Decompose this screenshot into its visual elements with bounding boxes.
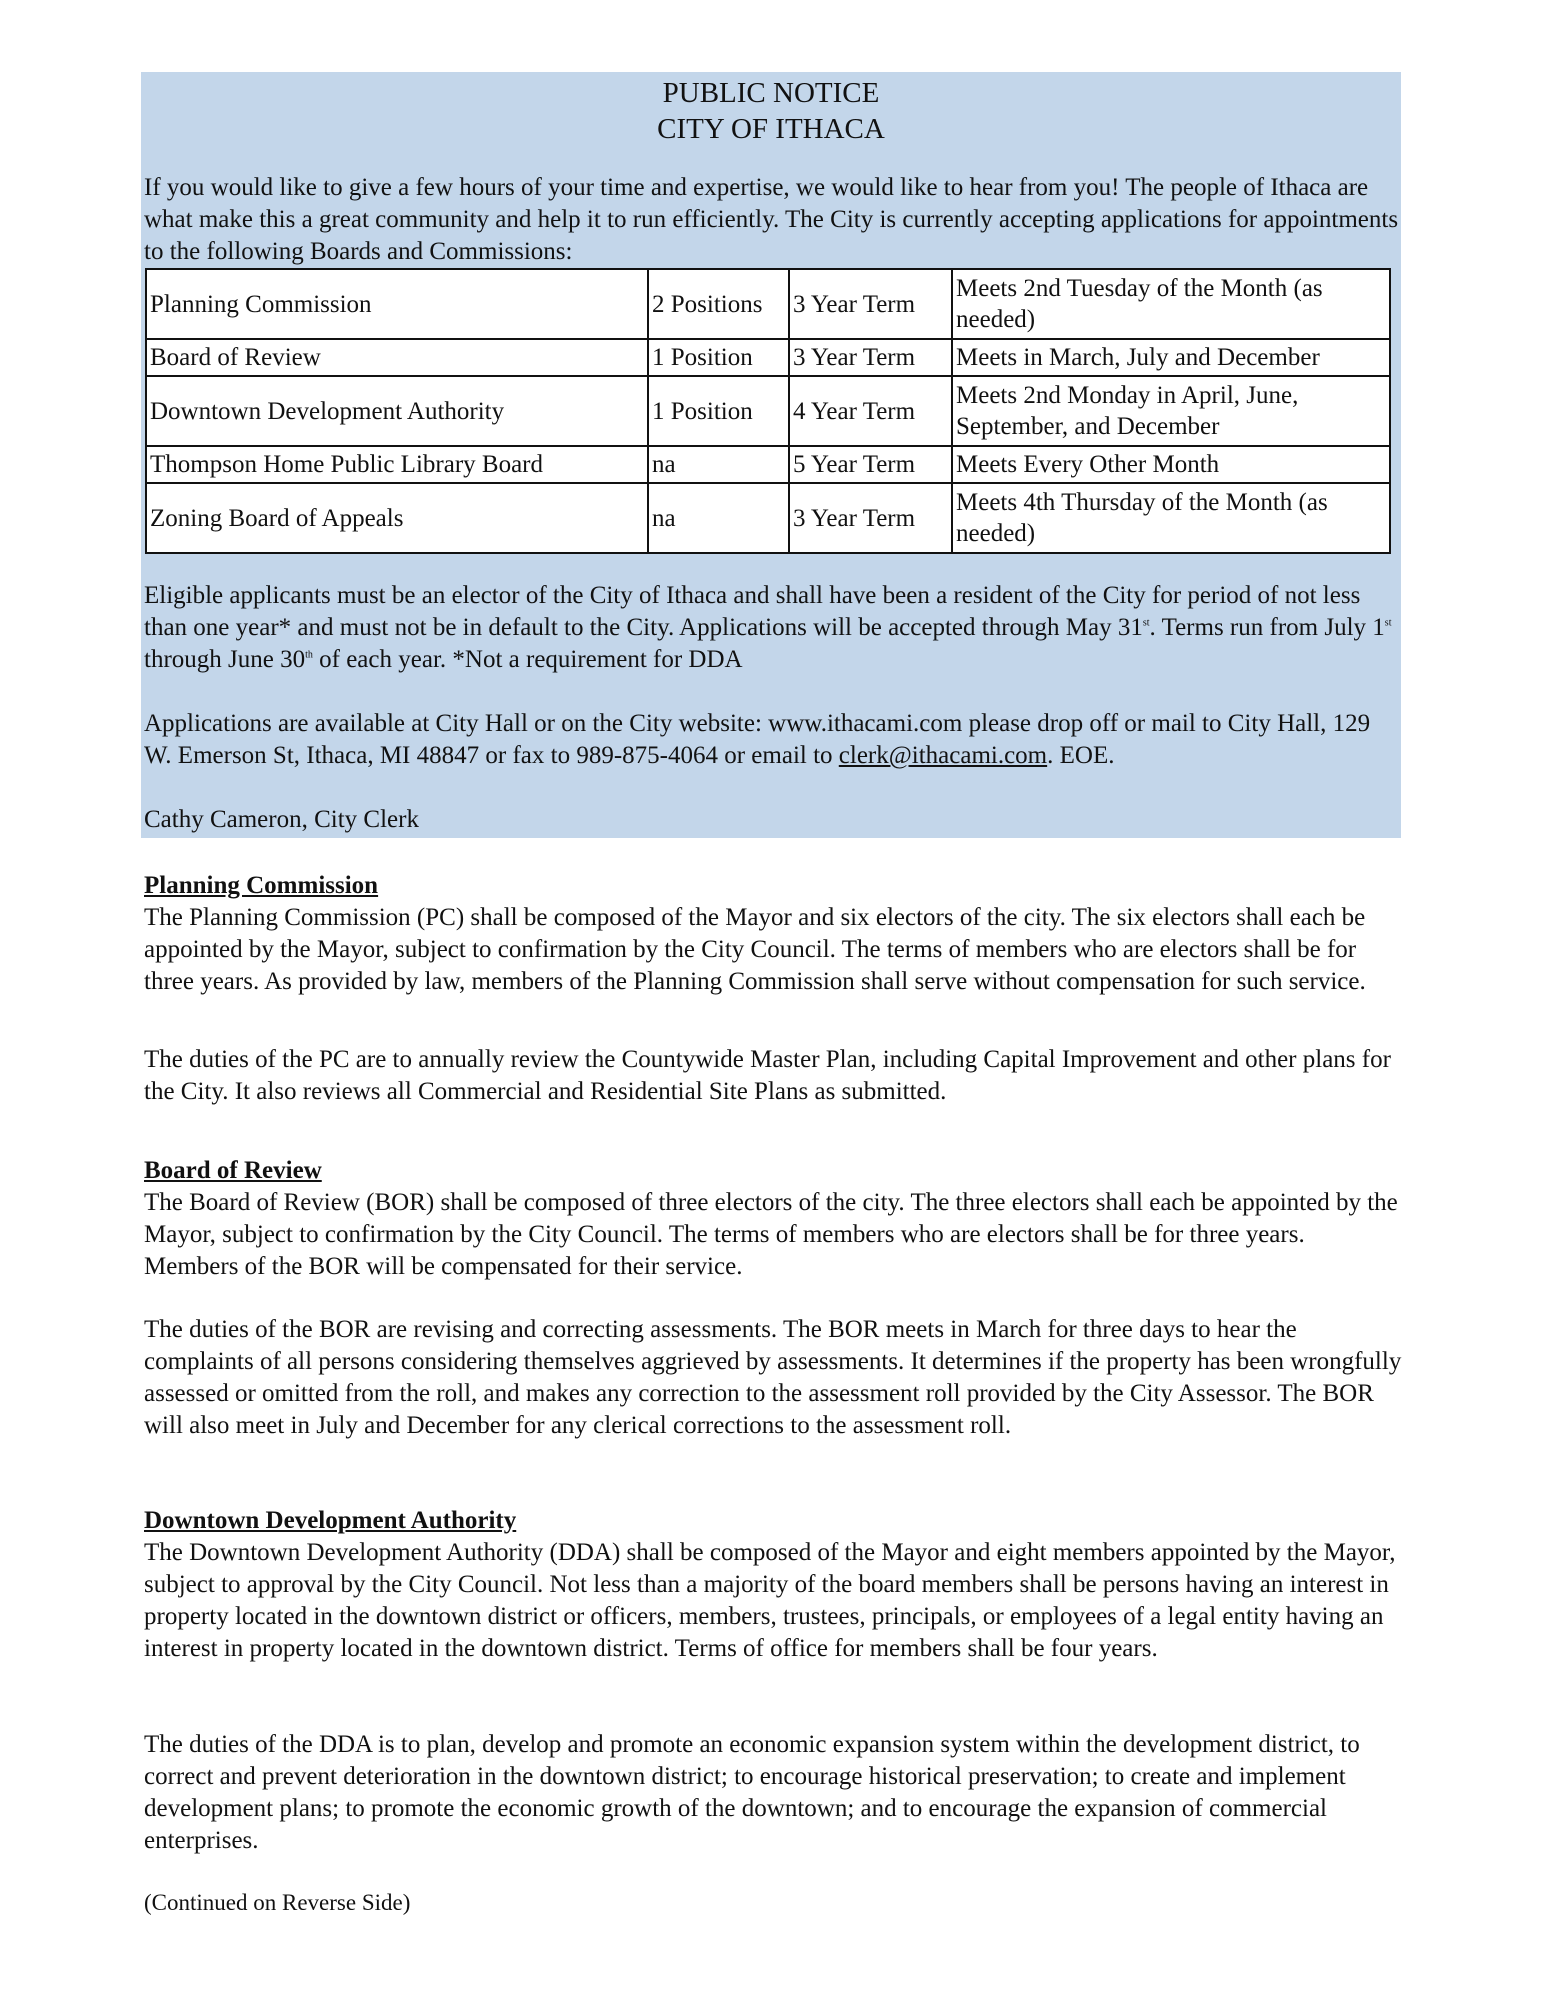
board-term: 3 Year Term xyxy=(789,483,952,553)
board-of-review-heading: Board of Review xyxy=(144,1157,322,1184)
table-row xyxy=(146,483,1390,553)
board-positions: na xyxy=(648,483,789,553)
applications-text: Applications are available at City Hall or on the City website: xyxy=(144,710,769,737)
board-of-review-duties: The duties of the BOR are revising and correcting assessments. The BOR meets in March for three days to hear the complaints of all persons considering themselves aggrieved by assessments. It determines if the property has been wrongfully assessed or omitted from the roll, and makes any correction to the assessment roll provided by the City Assessor. The BOR will also meet in July and December for any clerical corrections to the assessment roll. xyxy=(144,1316,1402,1439)
dda-duties: The duties of the DDA is to plan, develop and promote an economic expansion system within the development district, to correct and prevent deterioration in the downtown district; to encourage historical preservation; to create and implement development plans; to promote the economic growth of the downtown; and to encourage the expansion of commercial enterprises. xyxy=(144,1731,1360,1854)
eligibility-text: Eligible applicants must be an elector of the City of Ithaca and shall have been a resident of the City for period of not less than one year* and must not be in default to the City. Applications will be accepted through May 31 xyxy=(144,582,1361,641)
table-row xyxy=(146,269,1390,339)
board-positions: 2 Positions xyxy=(648,269,789,339)
email-link[interactable]: clerk@ithacami.com xyxy=(838,742,1048,769)
board-name: Zoning Board of Appeals xyxy=(146,483,648,553)
board-meets: Meets in March, July and December xyxy=(952,339,1390,376)
planning-commission-heading: Planning Commission xyxy=(144,872,379,899)
boards-table xyxy=(145,268,1391,554)
board-term: 3 Year Term xyxy=(789,269,952,339)
notice-title: PUBLIC NOTICE xyxy=(662,77,880,109)
board-positions: 1 Position xyxy=(648,339,789,376)
continued-note: (Continued on Reverse Side) xyxy=(144,1890,411,1915)
board-name: Planning Commission xyxy=(146,269,648,339)
board-meets: Meets 2nd Tuesday of the Month (as needed) xyxy=(952,269,1390,339)
board-name: Thompson Home Public Library Board xyxy=(146,446,648,483)
applications-text: please drop off or mail to City Hall, 129 W. Emerson St, Ithaca, MI 48847 or fax to 989-875-4064 or email to xyxy=(144,710,1371,769)
notice-subtitle: CITY OF ITHACA xyxy=(657,113,885,145)
ordinal-suffix: th xyxy=(305,649,313,661)
board-term: 3 Year Term xyxy=(789,339,952,376)
board-positions: 1 Position xyxy=(648,376,789,446)
board-meets: Meets 2nd Monday in April, June, September, and December xyxy=(952,376,1390,446)
clerk-signature: Cathy Cameron, City Clerk xyxy=(144,806,419,833)
table-row xyxy=(146,376,1390,446)
table-row xyxy=(146,446,1390,483)
board-meets: Meets 4th Thursday of the Month (as needed) xyxy=(952,483,1390,553)
public-notice-box xyxy=(141,72,1401,838)
website-link[interactable]: www.ithacami.com xyxy=(768,710,963,737)
planning-commission-paragraph: The Planning Commission (PC) shall be composed of the Mayor and six electors of the city. The six electors shall each be appointed by the Mayor, subject to confirmation by the City Council. The terms of members who are electors shall be for three years. As provided by law, members of the Planning Commission shall serve without compensation for such service. xyxy=(144,904,1366,995)
eligibility-text: of each year. *Not a requirement for DDA xyxy=(312,646,743,673)
eligibility-text: through June 30 xyxy=(144,646,306,673)
board-term: 5 Year Term xyxy=(789,446,952,483)
board-of-review-paragraph: The Board of Review (BOR) shall be composed of three electors of the city. The three electors shall each be appointed by the Mayor, subject to confirmation by the City Council. The terms of members who are electors shall be for three years. Members of the BOR will be compensated for their service. xyxy=(144,1189,1398,1280)
ordinal-suffix: st xyxy=(1142,617,1150,629)
intro-paragraph: If you would like to give a few hours of your time and expertise, we would like to hear from you! The people of Ithaca are what make this a great community and help it to run efficiently. The City is currently accepting applications for appointments to the following Boards and Commissions: xyxy=(144,174,1399,265)
board-term: 4 Year Term xyxy=(789,376,952,446)
eligibility-paragraph xyxy=(144,580,1399,676)
applications-text: . EOE. xyxy=(1047,742,1115,769)
applications-paragraph xyxy=(144,708,1399,772)
ordinal-suffix: st xyxy=(1384,617,1392,629)
table-row xyxy=(146,339,1390,376)
planning-commission-duties: The duties of the PC are to annually review the Countywide Master Plan, including Capital Improvement and other plans for the City. It also reviews all Commercial and Residential Site Plans as submitted. xyxy=(144,1046,1391,1105)
dda-heading: Downtown Development Authority xyxy=(144,1507,517,1534)
board-name: Downtown Development Authority xyxy=(146,376,648,446)
dda-paragraph: The Downtown Development Authority (DDA) shall be composed of the Mayor and eight members appointed by the Mayor, subject to approval by the City Council. Not less than a majority of the board members shall be persons having an interest in property located in the downtown district or officers, members, trustees, principals, or employees of a legal entity having an interest in property located in the downtown district. Terms of office for members shall be four years. xyxy=(144,1539,1396,1662)
board-meets: Meets Every Other Month xyxy=(952,446,1390,483)
board-name: Board of Review xyxy=(146,339,648,376)
board-positions: na xyxy=(648,446,789,483)
eligibility-text: . Terms run from July 1 xyxy=(1149,614,1385,641)
